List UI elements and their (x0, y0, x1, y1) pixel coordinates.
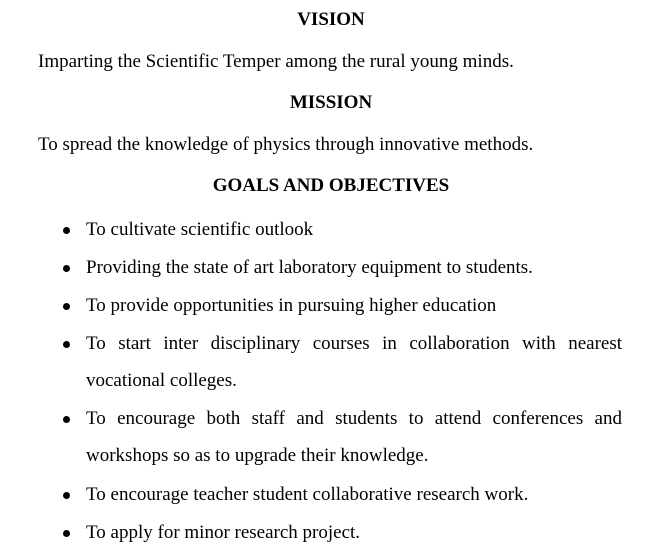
list-item-text: To start inter disciplinary courses in collaboration with nearest vocational colleges. (86, 333, 622, 391)
mission-text: To spread the knowledge of physics through innovative methods. (38, 134, 534, 155)
bullet-icon (63, 341, 70, 348)
list-item-text: Providing the state of art laboratory equipment to students. (86, 257, 533, 278)
list-item-text: To provide opportunities in pursuing higher education (86, 295, 497, 316)
bullet-icon (63, 530, 70, 537)
bullet-icon (63, 416, 70, 423)
vision-heading (0, 9, 662, 31)
list-item-text: To cultivate scientific outlook (86, 219, 314, 240)
bullet-icon (63, 265, 70, 272)
vision-text: Imparting the Scientific Temper among the rural young minds. (38, 51, 514, 72)
goals-heading-text: GOALS AND OBJECTIVES (212, 175, 450, 196)
mission-heading (0, 92, 662, 114)
bullet-icon (63, 227, 70, 234)
goals-heading (0, 175, 662, 197)
vision-heading-text: VISION (297, 9, 365, 30)
list-item-text: To encourage teacher student collaborative research work. (86, 484, 529, 505)
list-item-text: To apply for minor research project. (86, 522, 361, 543)
bullet-icon (63, 492, 70, 499)
mission-heading-text: MISSION (289, 92, 373, 113)
list-item-text: To encourage both staff and students to attend conferences and workshops so as to upgrade their knowledge. (86, 408, 622, 466)
bullet-icon (63, 303, 70, 310)
